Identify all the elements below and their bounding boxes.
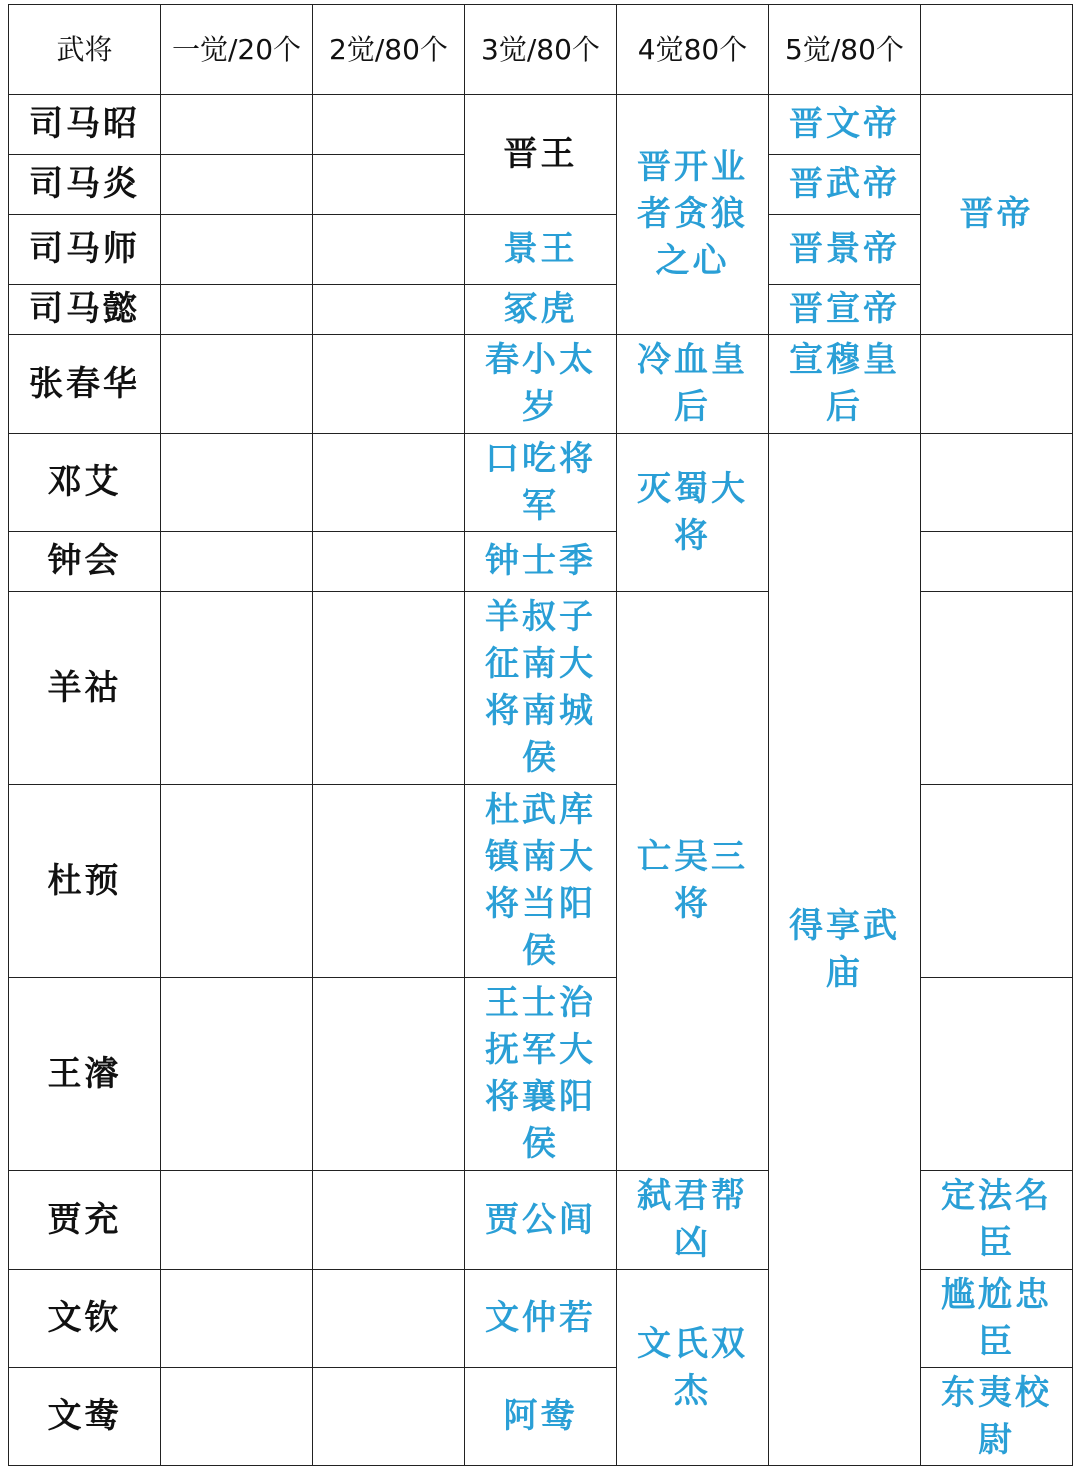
general-name: 邓艾 [9, 434, 161, 532]
table-row [9, 434, 1073, 532]
awakening-table [8, 4, 1073, 1466]
awakening-5-cell: 定法名臣 [921, 1171, 1073, 1270]
merged-mie-shu: 灭蜀大将 [617, 434, 769, 592]
awakening-3-cell: 贾公闾 [465, 1171, 617, 1270]
awakening-3-cell: 口吃将军 [465, 434, 617, 532]
awakening-1-cell [161, 532, 313, 592]
extra-cell [921, 978, 1073, 1171]
awakening-3-cell: 羊叔子征南大将南城侯 [465, 592, 617, 785]
awakening-2-cell [313, 785, 465, 978]
general-name: 文鸯 [9, 1368, 161, 1466]
header-awakening-1: 一觉/20个 [161, 5, 313, 95]
awakening-3-cell: 阿鸯 [465, 1368, 617, 1466]
awakening-4-cell: 冷血皇后 [617, 335, 769, 434]
general-name: 王濬 [9, 978, 161, 1171]
awakening-2-cell [313, 1368, 465, 1466]
header-extra [921, 5, 1073, 95]
table-row [9, 215, 1073, 285]
table-row [9, 285, 1073, 335]
awakening-3-cell: 景王 [465, 215, 617, 285]
header-awakening-4: 4觉80个 [617, 5, 769, 95]
awakening-5-cell: 晋武帝 [769, 155, 921, 215]
awakening-1-cell [161, 785, 313, 978]
awakening-5-cell: 东夷校尉 [921, 1368, 1073, 1466]
awakening-1-cell [161, 155, 313, 215]
awakening-5-cell: 尴尬忠臣 [921, 1270, 1073, 1368]
awakening-2-cell [313, 215, 465, 285]
header-row [9, 5, 1073, 95]
merged-wang-wu: 亡吴三将 [617, 592, 769, 1171]
awakening-5-cell: 晋文帝 [769, 95, 921, 155]
awakening-1-cell [161, 335, 313, 434]
awakening-1-cell [161, 1171, 313, 1270]
extra-cell [921, 335, 1073, 434]
awakening-3-cell: 杜武库镇南大将当阳侯 [465, 785, 617, 978]
awakening-3-cell: 冢虎 [465, 285, 617, 335]
awakening-5-cell: 晋宣帝 [769, 285, 921, 335]
awakening-2-cell [313, 532, 465, 592]
awakening-3-cell: 文仲若 [465, 1270, 617, 1368]
general-name: 杜预 [9, 785, 161, 978]
awakening-2-cell [313, 434, 465, 532]
general-name: 司马昭 [9, 95, 161, 155]
awakening-3-cell: 钟士季 [465, 532, 617, 592]
extra-cell [921, 434, 1073, 532]
general-name: 司马懿 [9, 285, 161, 335]
general-name: 贾充 [9, 1171, 161, 1270]
general-name: 司马师 [9, 215, 161, 285]
merged-de-xiang: 得享武庙 [769, 434, 921, 1466]
awakening-1-cell [161, 1368, 313, 1466]
general-name: 文钦 [9, 1270, 161, 1368]
table-row [9, 95, 1073, 155]
awakening-1-cell [161, 434, 313, 532]
awakening-2-cell [313, 95, 465, 155]
merged-wen-shi: 文氏双杰 [617, 1270, 769, 1466]
awakening-1-cell [161, 592, 313, 785]
awakening-3-cell: 春小太岁 [465, 335, 617, 434]
awakening-3-cell: 王士治抚军大将襄阳侯 [465, 978, 617, 1171]
awakening-2-cell [313, 155, 465, 215]
awakening-2-cell [313, 285, 465, 335]
general-name: 钟会 [9, 532, 161, 592]
extra-cell [921, 785, 1073, 978]
awakening-1-cell [161, 285, 313, 335]
awakening-1-cell [161, 215, 313, 285]
general-name: 司马炎 [9, 155, 161, 215]
merged-jin-kaiye: 晋开业者贪狼之心 [617, 95, 769, 335]
general-name: 羊祜 [9, 592, 161, 785]
header-awakening-2: 2觉/80个 [313, 5, 465, 95]
awakening-2-cell [313, 592, 465, 785]
awakening-2-cell [313, 335, 465, 434]
awakening-4-cell: 弑君帮凶 [617, 1171, 769, 1270]
header-awakening-5: 5觉/80个 [769, 5, 921, 95]
extra-cell [921, 532, 1073, 592]
awakening-2-cell [313, 1270, 465, 1368]
header-general: 武将 [9, 5, 161, 95]
awakening-1-cell [161, 1270, 313, 1368]
general-name: 张春华 [9, 335, 161, 434]
awakening-5-cell: 晋景帝 [769, 215, 921, 285]
extra-cell [921, 592, 1073, 785]
awakening-1-cell [161, 95, 313, 155]
awakening-5-cell: 宣穆皇后 [769, 335, 921, 434]
awakening-1-cell [161, 978, 313, 1171]
header-awakening-3: 3觉/80个 [465, 5, 617, 95]
awakening-2-cell [313, 978, 465, 1171]
merged-jin-di: 晋帝 [921, 95, 1073, 335]
awakening-2-cell [313, 1171, 465, 1270]
merged-jin-wang: 晋王 [465, 95, 617, 215]
table-row [9, 335, 1073, 434]
